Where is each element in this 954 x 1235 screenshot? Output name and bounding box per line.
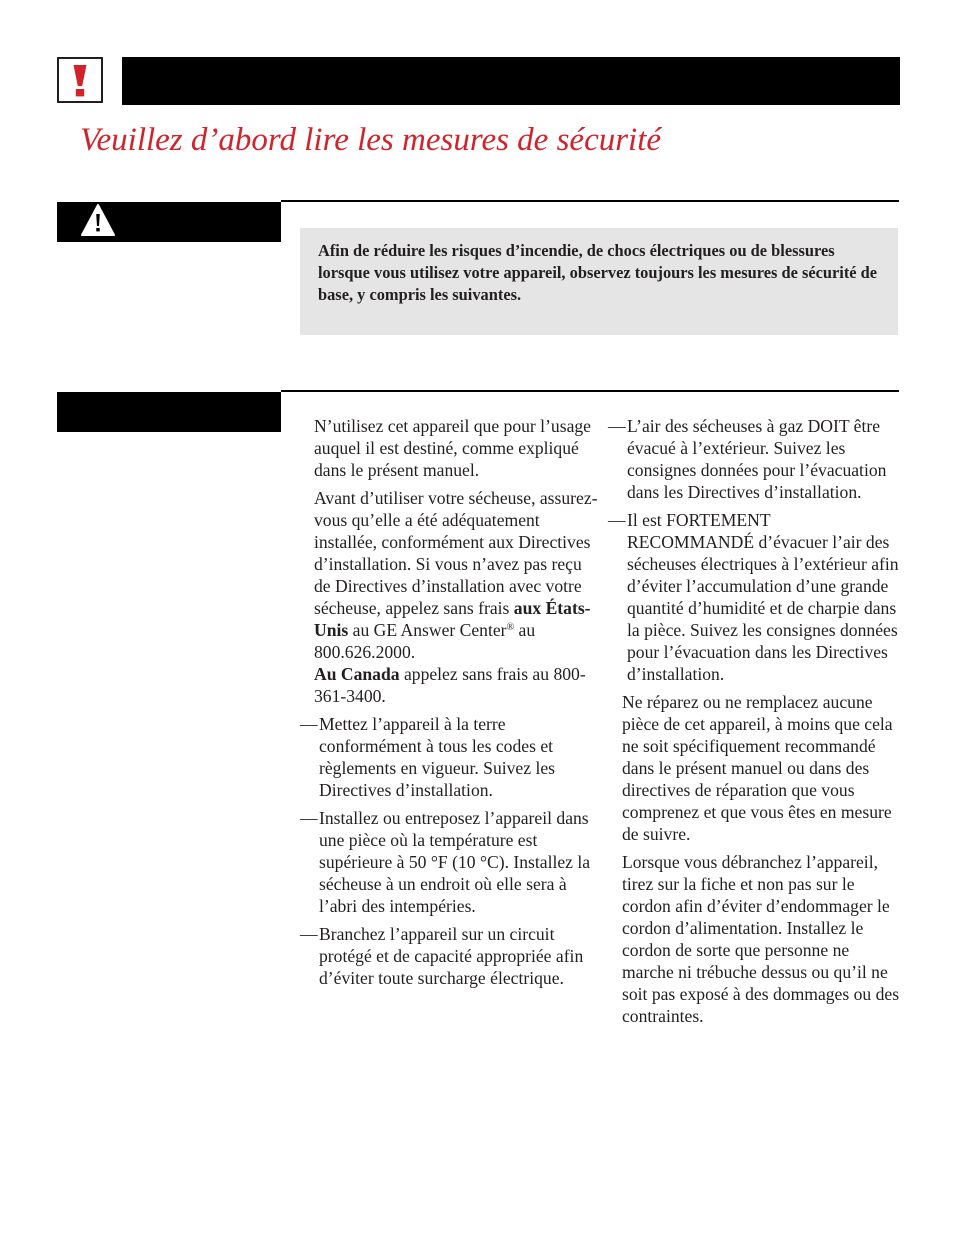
- text-run: Avant d’utiliser votre sécheuse, assurez-vous qu’elle a été adéquatement installée, conformément aux Directives d’installation. Si vous n’avez pas reçu de Directives d’installation avec votre sécheuse, appelez sans frais: [314, 488, 598, 618]
- paragraph: Ne réparez ou ne remplacez aucune pièce de cet appareil, à moins que cela ne soit spécifiquement recommandé dans le présent manuel ou dans des directives de réparation que vous comprenez et que vous êtes en mesure de suivre.: [622, 692, 893, 844]
- text-column-right: [608, 415, 900, 1033]
- list-item: [300, 923, 600, 989]
- warning-triangle-icon: [80, 203, 116, 237]
- list-item: [300, 807, 600, 917]
- text-run: au GE Answer Center: [348, 620, 507, 640]
- list-item: [300, 713, 600, 801]
- dash-bullet: —: [300, 924, 318, 944]
- text-run: appelez sans frais au 800-361-3400.: [314, 664, 586, 706]
- list-item-text: Mettez l’appareil à la terre conformément à tous les codes et règlements en vigueur. Suivez les Directives d’installation.: [319, 714, 555, 800]
- bold-text: aux États-Unis: [314, 598, 591, 640]
- list-item: [608, 509, 900, 685]
- paragraph: Lorsque vous débranchez l’appareil, tirez sur la fiche et non pas sur le cordon afin d’éviter d’endommager le cordon d’alimentation. Installez le cordon de sorte que personne ne marche ni trébuche dessus ou qu’il ne soit pas exposé à des dommages ou des contraintes.: [622, 852, 900, 1026]
- header-bar: [122, 57, 900, 105]
- list-item-text: Installez ou entreposez l’appareil dans une pièce où la température est supérieure à 50 °F (10 °C). Installez la sécheuse à un endroit où elle sera à l’abri des intempéries.: [319, 808, 591, 916]
- page-title: Veuillez d’abord lire les mesures de sécurité: [80, 122, 662, 158]
- section-rule: [281, 390, 899, 392]
- dash-bullet: —: [608, 416, 626, 436]
- section-rule: [281, 200, 899, 202]
- paragraph: [300, 487, 600, 707]
- exclamation-icon: [59, 59, 101, 101]
- paragraph: N’utilisez cet appareil que pour l’usage auquel il est destiné, comme expliqué dans le présent manuel.: [314, 416, 591, 480]
- dash-bullet: —: [608, 510, 626, 530]
- registered-mark: ®: [506, 622, 515, 633]
- notice-box: [300, 228, 898, 335]
- dash-bullet: —: [300, 808, 318, 828]
- notice-text: Afin de réduire les risques d’incendie, de chocs électriques ou de blessures lorsque vous utilisez votre appareil, observez toujours les mesures de sécurité de base, y compris les suivantes.: [318, 241, 878, 304]
- list-item-text: Branchez l’appareil sur un circuit protégé et de capacité appropriée afin d’éviter toute surcharge électrique.: [319, 924, 584, 988]
- list-item: [608, 415, 900, 503]
- list-item-text: Il est FORTEMENT RECOMMANDÉ d’évacuer l’air des sécheuses électriques à l’extérieur afin d’éviter l’accumulation d’une grande quantité d’humidité et de charpie dans la pièce. Suivez les consignes données pour l’évacuation dans les Directives d’installation.: [627, 510, 899, 684]
- text-run: au 800.626.2000.: [314, 620, 536, 662]
- bold-text: Au Canada: [314, 664, 400, 684]
- section-label-bar: [57, 392, 281, 432]
- list-item-text: L’air des sécheuses à gaz DOIT être évacué à l’extérieur. Suivez les consignes données pour l’évacuation dans les Directives d’installation.: [627, 416, 887, 502]
- alert-box: [57, 57, 103, 103]
- text-column-left: [300, 415, 600, 995]
- dash-bullet: —: [300, 714, 318, 734]
